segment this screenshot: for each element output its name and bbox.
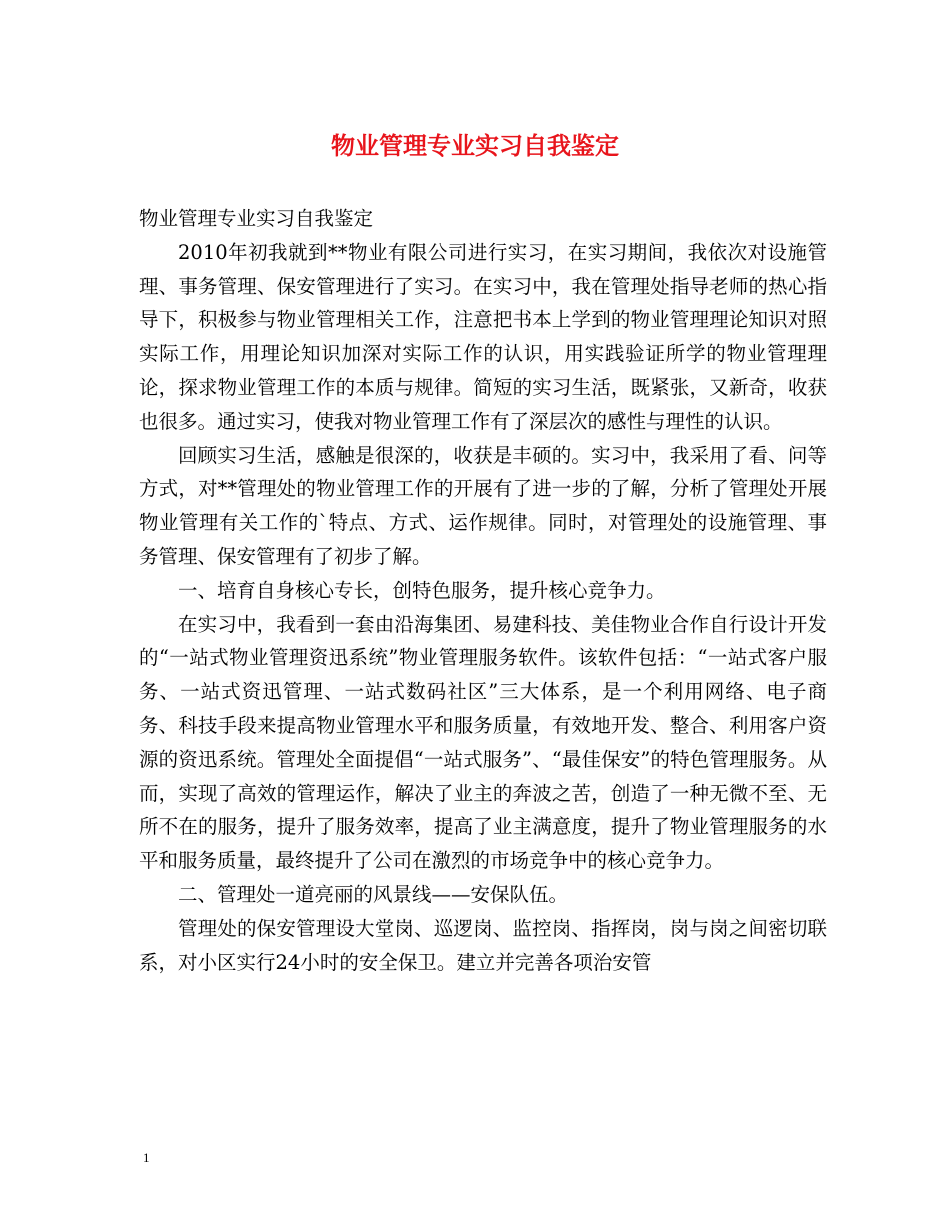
- paragraph-intro: 2010年初我就到**物业有限公司进行实习，在实习期间，我依次对设施管理、事务管理、保安管理进行了实习。在实习中，我在管理处指导老师的热心指导下，积极参与物业管理相关工作，注意把书本上学到的物业管理理论知识对照实际工作，用理论知识加深对实际工作的认识，用实践验证所学的物业管理理论，探求物业管理工作的本质与规律。简短的实习生活，既紧张，又新奇，收获也很多。通过实习，使我对物业管理工作有了深层次的感性与理性的认识。: [139, 240, 827, 433]
- subtitle-paragraph: 物业管理专业实习自我鉴定: [139, 207, 374, 230]
- paragraph-security: 管理处的保安管理设大堂岗、巡逻岗、监控岗、指挥岗，岗与岗之间密切联系，对小区实行24小时的安全保卫。建立并完善各项治安管: [139, 916, 827, 974]
- document-body: [139, 202, 827, 979]
- document-title: 物业管理专业实习自我鉴定: [331, 131, 619, 160]
- paragraph-software: 在实习中，我看到一套由沿海集团、易建科技、美佳物业合作自行设计开发的“一站式物业管理资迅系统”物业管理服务软件。该软件包括：“一站式客户服务、一站式资迅管理、一站式数码社区”三大体系，是一个利用网络、电子商务、科技手段来提高物业管理水平和服务质量，有效地开发、整合、利用客户资源的资迅系统。管理处全面提倡“一站式服务”、“最佳保安”的特色管理服务。从而，实现了高效的管理运作，解决了业主的奔波之苦，创造了一种无微不至、无所不在的服务，提升了服务效率，提高了业主满意度，提升了物业管理服务的水平和服务质量，最终提升了公司在激烈的市场竞争中的核心竞争力。: [139, 612, 827, 873]
- section-heading-2: 二、管理处一道亮丽的风景线——安保队伍。: [178, 882, 569, 906]
- section-heading-1: 一、培育自身核心专长，创特色服务，提升核心竞争力。: [178, 578, 666, 602]
- paragraph-review: 回顾实习生活，感触是很深的，收获是丰硕的。实习中，我采用了看、问等方式，对**管理处的物业管理工作的开展有了进一步的了解，分析了管理处开展物业管理有关工作的`特点、方式、运作规律。同时，对管理处的设施管理、事务管理、保安管理有了初步了解。: [139, 443, 827, 568]
- page-number: 1: [143, 1150, 150, 1165]
